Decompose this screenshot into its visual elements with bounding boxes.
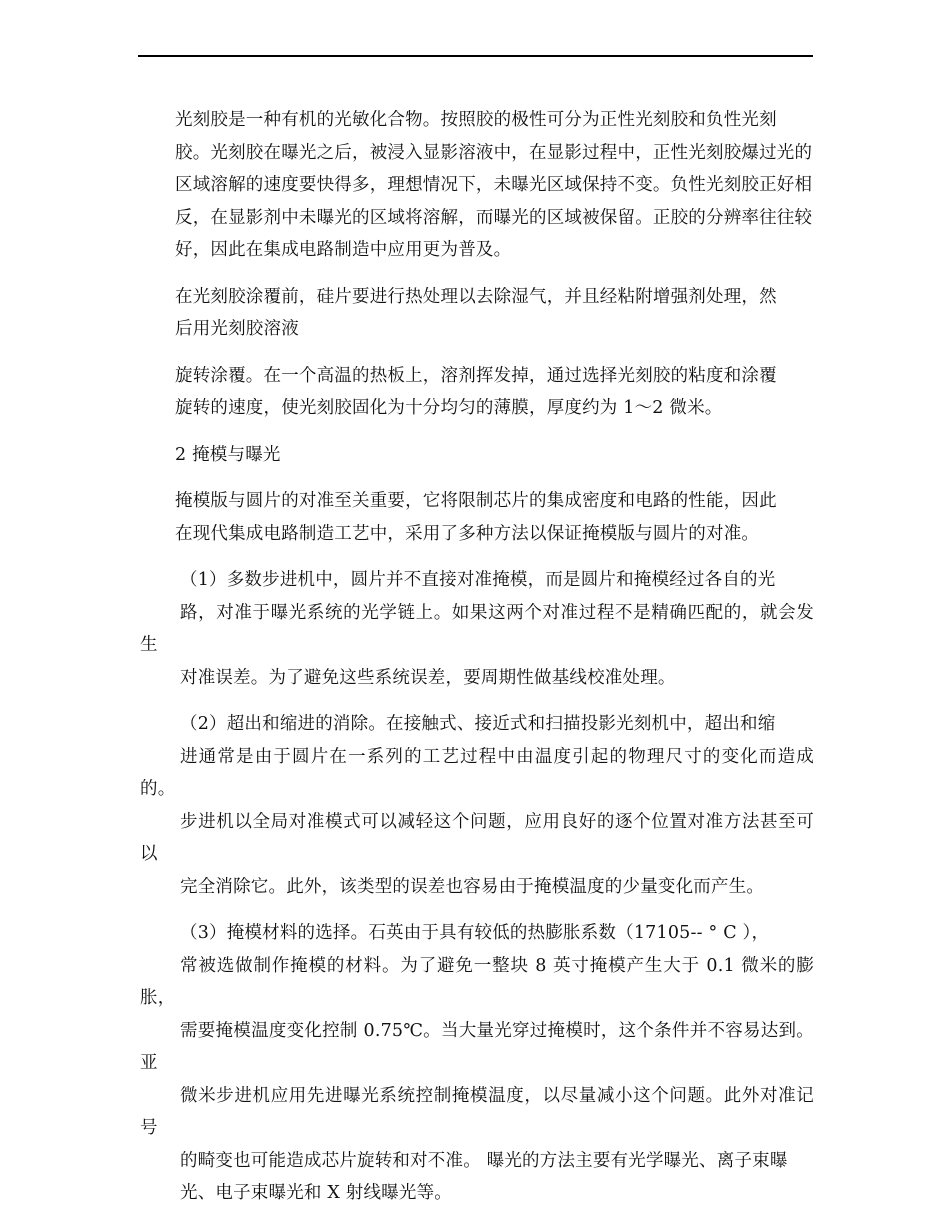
text-line: 光刻胶是一种有机的光敏化合物。按照胶的极性可分为正性光刻胶和负性光刻 [175,110,777,130]
text-line: 光、电子束曝光和 X 射线曝光等。 [180,1183,452,1203]
text-line: 掩模版与圆片的对准至关重要，它将限制芯片的集成密度和电路的性能，因此 [175,491,777,511]
text-line: 完全消除它。此外，该类型的误差也容易由于掩模温度的少量变化而产生。 [180,876,765,897]
list-item-1 [140,564,814,694]
text-line: （1）多数步进机中，圆片并不直接对准掩模，而是圆片和掩模经过各自的光 [180,570,776,590]
text-line: 旋转的速度，使光刻胶固化为十分均匀的薄膜，厚度约为 1～2 微米。 [175,398,723,418]
text-line: 的畸变也可能造成芯片旋转和对不准。 曝光的方法主要有光学曝光、离子束曝 [180,1150,788,1171]
section-heading [140,439,814,472]
text-line: 胶。光刻胶在曝光之后，被浸入显影溶液中，在显影过程中，正性光刻胶爆过光的 [175,142,813,163]
paragraph-photoresist-intro [140,104,814,267]
header-rule [138,55,813,57]
list-item-3 [140,917,814,1210]
text-line: 旋转涂覆。在一个高温的热板上，溶剂挥发掉，通过选择光刻胶的粘度和涂覆 [175,365,777,386]
text-line: 路，对准于曝光系统的光学链上。如果这两个对准过程不是精确匹配的，就会发生 [140,602,814,655]
text-line: 常被选做制作掩模的材料。为了避免一整块 8 英寸掩模产生大于 0.1 微米的膨胀， [140,955,814,1008]
text-line: （3）掩模材料的选择。石英由于具有较低的热膨胀系数（17105-- ° C ）， [180,923,770,943]
paragraph-mask-alignment [140,485,814,550]
text-line: 在光刻胶涂覆前，硅片要进行热处理以去除湿气，并且经粘附增强剂处理，然 [175,286,777,307]
text-line: 区域溶解的速度要快得多，理想情况下，未曝光区域保持不变。负性光刻胶正好相 [175,175,813,195]
text-line: 对准误差。为了避免这些系统误差，要周期性做基线校准处理。 [180,667,676,688]
text-line: 在现代集成电路制造工艺中，采用了多种方法以保证掩模版与圆片的对准。 [175,523,760,544]
text-line: 进通常是由于圆片在一系列的工艺过程中由温度引起的物理尺寸的变化而造成的。 [140,746,814,799]
text-line: 微米步进机应用先进曝光系统控制掩模温度，以尽量减小这个问题。此外对准记号 [140,1085,814,1138]
text-line: （2）超出和缩进的消除。在接触式、接近式和扫描投影光刻机中，超出和缩 [180,714,776,734]
text-line: 好，因此在集成电路制造中应用更为普及。 [175,240,512,260]
text-line: 需要掩模温度变化控制 0.75℃。当大量光穿过掩模时，这个条件并不容易达到。亚 [140,1020,814,1073]
list-item-2 [140,708,814,903]
text-line: 反，在显影剂中未曝光的区域将溶解，而曝光的区域被保留。正胶的分辨率往往较 [175,207,813,228]
text-line: 后用光刻胶溶液 [175,319,299,339]
text-line: 步进机以全局对准模式可以减轻这个问题，应用良好的逐个位置对准方法甚至可以 [140,811,814,864]
paragraph-spin-coating [140,360,814,425]
document-body [140,104,814,1224]
paragraph-wafer-pretreatment [140,281,814,346]
section-heading-text: 2 掩模与曝光 [175,444,281,465]
